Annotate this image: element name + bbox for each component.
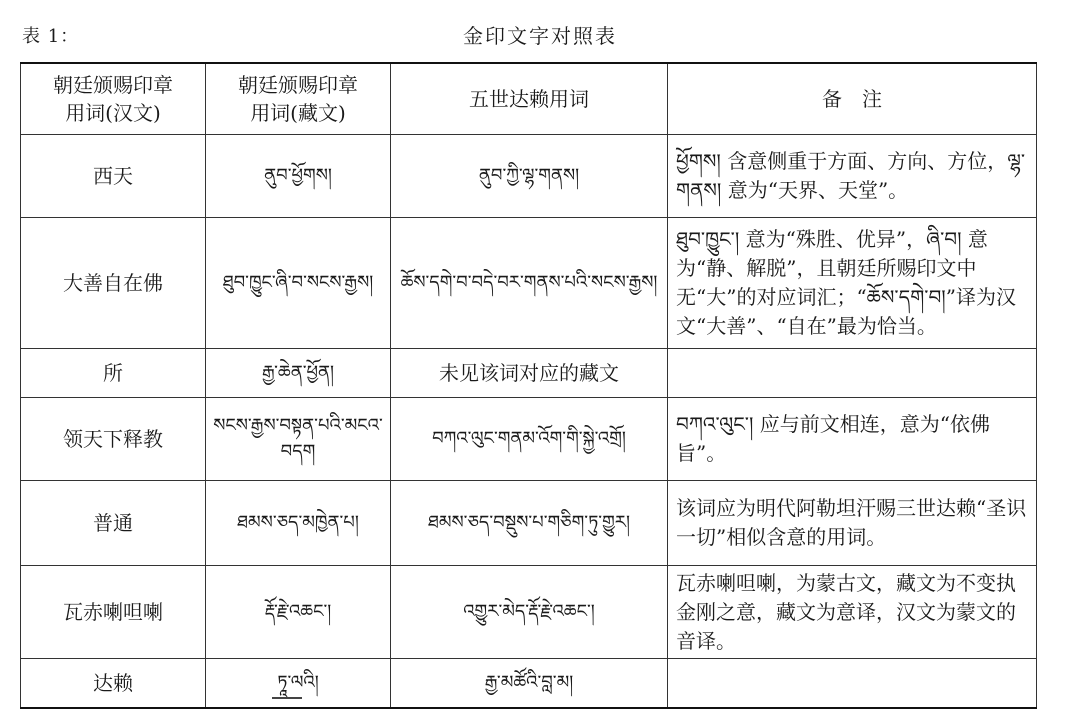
cell-dalai: ཆོས་དགེ་བ་བདེ་བར་གནས་པའི་སངས་རྒྱས། <box>391 218 668 349</box>
cell-dalai: ཐམས་ཅད་བསྡུས་པ་གཅིག་ཏུ་གྱུར། <box>391 481 668 566</box>
cell-dalai: ནུབ་ཀྱི་ལྷ་གནས། <box>391 135 668 218</box>
table-title: 金印文字对照表 <box>463 24 617 48</box>
cell-chinese: 瓦赤喇呾喇 <box>21 566 206 659</box>
page-continuation-mark <box>272 697 302 703</box>
cell-chinese: 达赖 <box>21 659 206 709</box>
cell-tibetan: རྡོ་རྗེ་འཆང་། <box>206 566 391 659</box>
cell-dalai: རྒྱ་མཚོའི་བླ་མ། <box>391 659 668 709</box>
cell-note <box>668 349 1037 398</box>
cell-chinese: 大善自在佛 <box>21 218 206 349</box>
cell-tibetan: ནུབ་ཕྱོགས། <box>206 135 391 218</box>
table-row <box>21 135 1037 218</box>
cell-dalai: 未见该词对应的藏文 <box>391 349 668 398</box>
cell-chinese: 西天 <box>21 135 206 218</box>
table-row <box>21 349 1037 398</box>
cell-dalai: བཀའ་ལུང་གནམ་འོག་གི་སྐྱེ་འགྲོ། <box>391 398 668 481</box>
cell-note: ཐུབ་ཁྱུང་། 意为“殊胜、优异”，ཞི་བ། 意为“静、解脱”，且朝廷所赐印文中无“大”的对应词汇；“ཆོས་དགེ་བ།”译为汉文“大善”、“自在”最为恰当。 <box>668 218 1037 349</box>
cell-tibetan: ཏཱ་ལའི། <box>206 659 391 709</box>
cell-chinese: 普通 <box>21 481 206 566</box>
cell-chinese: 领天下释教 <box>21 398 206 481</box>
cell-tibetan: ཐམས་ཅད་མཁྱེན་པ། <box>206 481 391 566</box>
cell-dalai: འགྱུར་མེད་རྡོ་རྗེ་འཆང་། <box>391 566 668 659</box>
cell-tibetan: རྒྱ་ཆེན་ཕྱོན། <box>206 349 391 398</box>
header-dalai: 五世达赖用词 <box>391 63 668 135</box>
table-row <box>21 218 1037 349</box>
table-row <box>21 566 1037 659</box>
cell-chinese: 所 <box>21 349 206 398</box>
header-note: 备 注 <box>668 63 1037 135</box>
table-row <box>21 398 1037 481</box>
cell-note: 瓦赤喇呾喇，为蒙古文，藏文为不变执金刚之意，藏文为意译，汉文为蒙文的音译。 <box>668 566 1037 659</box>
cell-note: བཀའ་ལུང་། 应与前文相连，意为“依佛旨”。 <box>668 398 1037 481</box>
comparison-table <box>20 62 1037 709</box>
cell-note <box>668 659 1037 709</box>
cell-tibetan: སངས་རྒྱས་བསྟན་པའི་མངའ་བདག <box>206 398 391 481</box>
cell-tibetan: ཐུབ་ཁྱུང་ཞི་བ་སངས་རྒྱས། <box>206 218 391 349</box>
table-row <box>21 659 1037 709</box>
header-tibetan: 朝廷颁赐印章 用词(藏文) <box>206 63 391 135</box>
cell-note: ཕྱོགས། 含意侧重于方面、方向、方位，ལྷ་གནས། 意为“天界、天堂”。 <box>668 135 1037 218</box>
table-caption: 表 1： <box>22 26 80 47</box>
table-header-row <box>21 63 1037 135</box>
cell-note: 该词应为明代阿勒坦汗赐三世达赖“圣识一切”相似含意的用词。 <box>668 481 1037 566</box>
table-row <box>21 481 1037 566</box>
header-chinese: 朝廷颁赐印章 用词(汉文) <box>21 63 206 135</box>
